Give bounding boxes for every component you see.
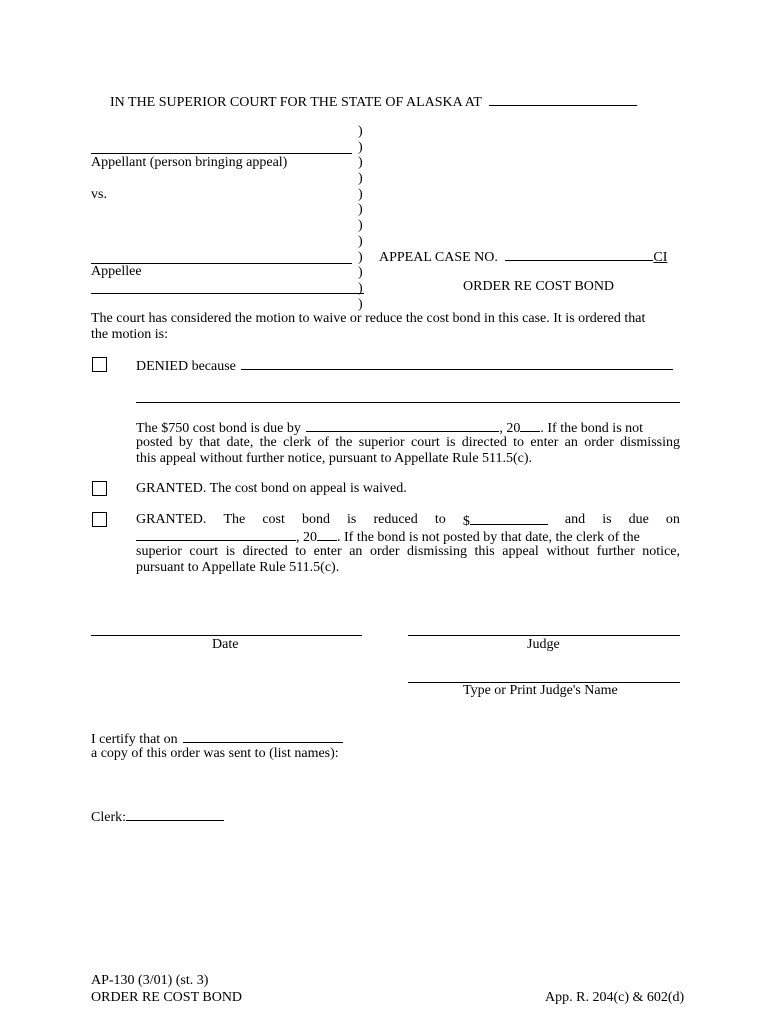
- denied-due-year-prefix: , 20: [499, 421, 521, 436]
- denied-line: [136, 357, 673, 375]
- denied-due-year-field[interactable]: [520, 419, 540, 432]
- vs-label: vs.: [91, 187, 107, 202]
- clerk-signature-field[interactable]: [126, 808, 224, 821]
- granted-reduced-line-3-wrap: [136, 544, 680, 560]
- denied-line-2-wrap: [136, 435, 680, 451]
- judge-signature-field[interactable]: [408, 635, 680, 636]
- intro-line-1: The court has considered the motion to waive or reduce the cost bond in this case. It is ordered that: [91, 311, 646, 326]
- dollar-sign: $: [462, 514, 470, 529]
- certify-line-2: a copy of this order was sent to (list names):: [91, 746, 339, 761]
- caption-parentheses: ) ) ) ) ) ) ) ) ) ) ) ): [358, 124, 363, 312]
- granted-reduced-word: on: [665, 512, 680, 527]
- granted-waived-checkbox[interactable]: [92, 481, 107, 496]
- form-number: AP-130 (3/01) (st. 3): [91, 973, 209, 988]
- case-number-field[interactable]: [505, 248, 653, 261]
- court-title: IN THE SUPERIOR COURT FOR THE STATE OF ALASKA AT: [110, 95, 482, 110]
- granted-reduced-line-3: superior court is directed to enter an order dismissing this appeal without further notice,: [136, 544, 680, 559]
- reduced-due-year-prefix: , 20: [296, 530, 317, 545]
- caption-bottom-rule: [91, 293, 364, 294]
- date-label: Date: [212, 637, 239, 652]
- denied-line-2: posted by that date, the clerk of the superior court is directed to enter an order dismissing: [136, 435, 680, 450]
- denied-checkbox[interactable]: [92, 357, 107, 372]
- granted-reduced-word: cost: [262, 512, 285, 527]
- case-suffix: CI: [653, 250, 668, 265]
- judge-label: Judge: [527, 637, 560, 652]
- denied-due-date-field[interactable]: [306, 419, 499, 432]
- case-number-line: [379, 248, 667, 266]
- granted-reduced-word: is: [602, 512, 612, 527]
- granted-reduced-word: due: [628, 512, 649, 527]
- granted-reduced-word: GRANTED.: [136, 512, 207, 527]
- granted-reduced-word: The: [223, 512, 246, 527]
- certify-date-field[interactable]: [183, 730, 343, 743]
- date-signature-field[interactable]: [91, 635, 362, 636]
- clerk-label: Clerk:: [91, 810, 126, 825]
- order-title: ORDER RE COST BOND: [463, 279, 615, 294]
- court-title-line: [110, 93, 637, 111]
- form-title: ORDER RE COST BOND: [91, 990, 243, 1005]
- reduced-amount-field[interactable]: [470, 512, 548, 525]
- rule-reference: App. R. 204(c) & 602(d): [545, 990, 685, 1005]
- reduced-due-year-field[interactable]: [317, 528, 337, 541]
- denied-label: DENIED because: [136, 359, 236, 374]
- court-location-field[interactable]: [489, 93, 637, 106]
- granted-reduced-checkbox[interactable]: [92, 512, 107, 527]
- appellant-label: Appellant (person bringing appeal): [91, 155, 288, 170]
- clerk-line: [91, 808, 224, 826]
- granted-reduced-word: to: [434, 512, 446, 527]
- granted-reduced-word: reduced: [373, 512, 418, 527]
- granted-waived-text: GRANTED. The cost bond on appeal is waived.: [136, 481, 407, 496]
- denied-due-prefix: The $750 cost bond is due by: [136, 421, 301, 436]
- granted-reduced-line-4: pursuant to Appellate Rule 511.5(c).: [136, 560, 340, 575]
- appellee-label: Appellee: [91, 264, 142, 279]
- intro-line-2: the motion is:: [91, 327, 168, 342]
- granted-reduced-word: is: [347, 512, 357, 527]
- print-name-label: Type or Print Judge's Name: [463, 683, 618, 698]
- denied-due-suffix: . If the bond is not: [540, 421, 644, 436]
- denied-line-3: this appeal without further notice, pursuant to Appellate Rule 511.5(c).: [136, 451, 533, 466]
- denied-reason-field-2[interactable]: [136, 402, 680, 403]
- certify-text: I certify that on: [91, 732, 178, 747]
- reduced-due-date-field[interactable]: [136, 528, 296, 541]
- case-number-label: APPEAL CASE NO.: [379, 250, 498, 265]
- denied-reason-field[interactable]: [241, 357, 673, 370]
- granted-reduced-word: and: [564, 512, 586, 527]
- reduced-line-2-text: . If the bond is not posted by that date, the clerk of the: [337, 530, 640, 545]
- appellant-name-field[interactable]: [91, 153, 352, 154]
- granted-reduced-word: bond: [301, 512, 330, 527]
